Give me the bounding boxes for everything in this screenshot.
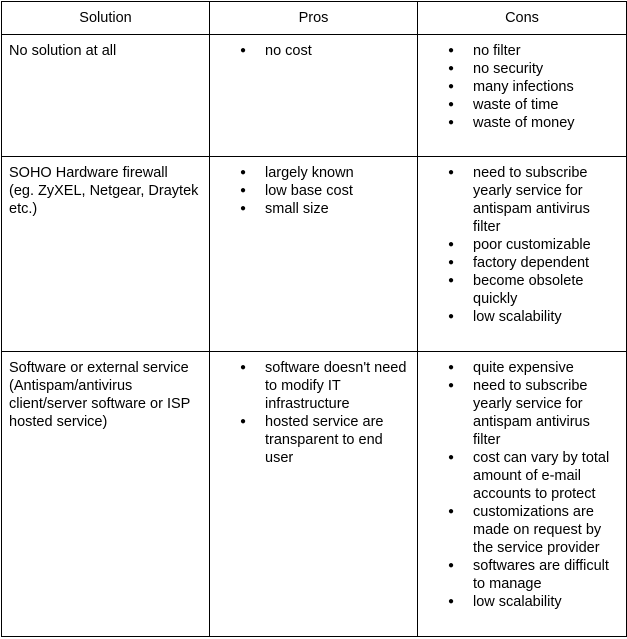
- cons-item: ● poor customizable: [418, 236, 620, 254]
- pros-item: ● no cost: [210, 42, 411, 60]
- cons-item: ● waste of time: [418, 96, 620, 114]
- comparison-table: [1, 1, 627, 637]
- pros-item: ● largely known: [210, 164, 411, 182]
- pros-cell: [210, 157, 418, 352]
- solution-cell: [2, 157, 210, 352]
- pros-item: ● small size: [210, 200, 411, 218]
- cons-item: ● factory dependent: [418, 254, 620, 272]
- header-solution: Solution: [2, 2, 210, 35]
- solution-cell: [2, 352, 210, 637]
- pros-cell: [210, 352, 418, 637]
- cons-item: ● cost can vary by total amount of e-mail accounts to protect: [418, 449, 620, 503]
- cons-cell: [418, 35, 627, 157]
- cons-item: ● low scalability: [418, 593, 620, 611]
- pros-list: [210, 157, 417, 218]
- cons-item: ● low scalability: [418, 308, 620, 326]
- cons-cell: [418, 352, 627, 637]
- cons-list: [418, 352, 626, 611]
- cons-item: ● customizations are made on request by the service provider: [418, 503, 620, 557]
- table-row: [2, 35, 627, 157]
- table-row: [2, 352, 627, 637]
- cons-item: ● become obsolete quickly: [418, 272, 620, 308]
- pros-item: ● hosted service are transparent to end user: [210, 413, 411, 467]
- pros-item: ● low base cost: [210, 182, 411, 200]
- cons-item: ● need to subscribe yearly service for antispam antivirus filter: [418, 377, 620, 449]
- cons-list: [418, 157, 626, 326]
- cons-list: [418, 35, 626, 132]
- pros-item: ● software doesn't need to modify IT infrastructure: [210, 359, 411, 413]
- header-cons: Cons: [418, 2, 627, 35]
- solution-text: SOHO Hardware firewall (eg. ZyXEL, Netgear, Draytek etc.): [9, 165, 199, 217]
- solution-text: No solution at all: [9, 43, 117, 59]
- solution-cell: [2, 35, 210, 157]
- cons-item: ● no filter: [418, 42, 620, 60]
- pros-list: [210, 35, 417, 60]
- cons-item: ● quite expensive: [418, 359, 620, 377]
- cons-item: ● softwares are difficult to manage: [418, 557, 620, 593]
- cons-item: ● many infections: [418, 78, 620, 96]
- cons-item: ● no security: [418, 60, 620, 78]
- table-row: [2, 157, 627, 352]
- cons-item: ● waste of money: [418, 114, 620, 132]
- header-row: [2, 2, 627, 35]
- cons-item: ● need to subscribe yearly service for antispam antivirus filter: [418, 164, 620, 236]
- header-pros: Pros: [210, 2, 418, 35]
- cons-cell: [418, 157, 627, 352]
- pros-list: [210, 352, 417, 467]
- pros-cell: [210, 35, 418, 157]
- solution-text: Software or external service (Antispam/antivirus client/server software or ISP hosted service): [9, 360, 191, 430]
